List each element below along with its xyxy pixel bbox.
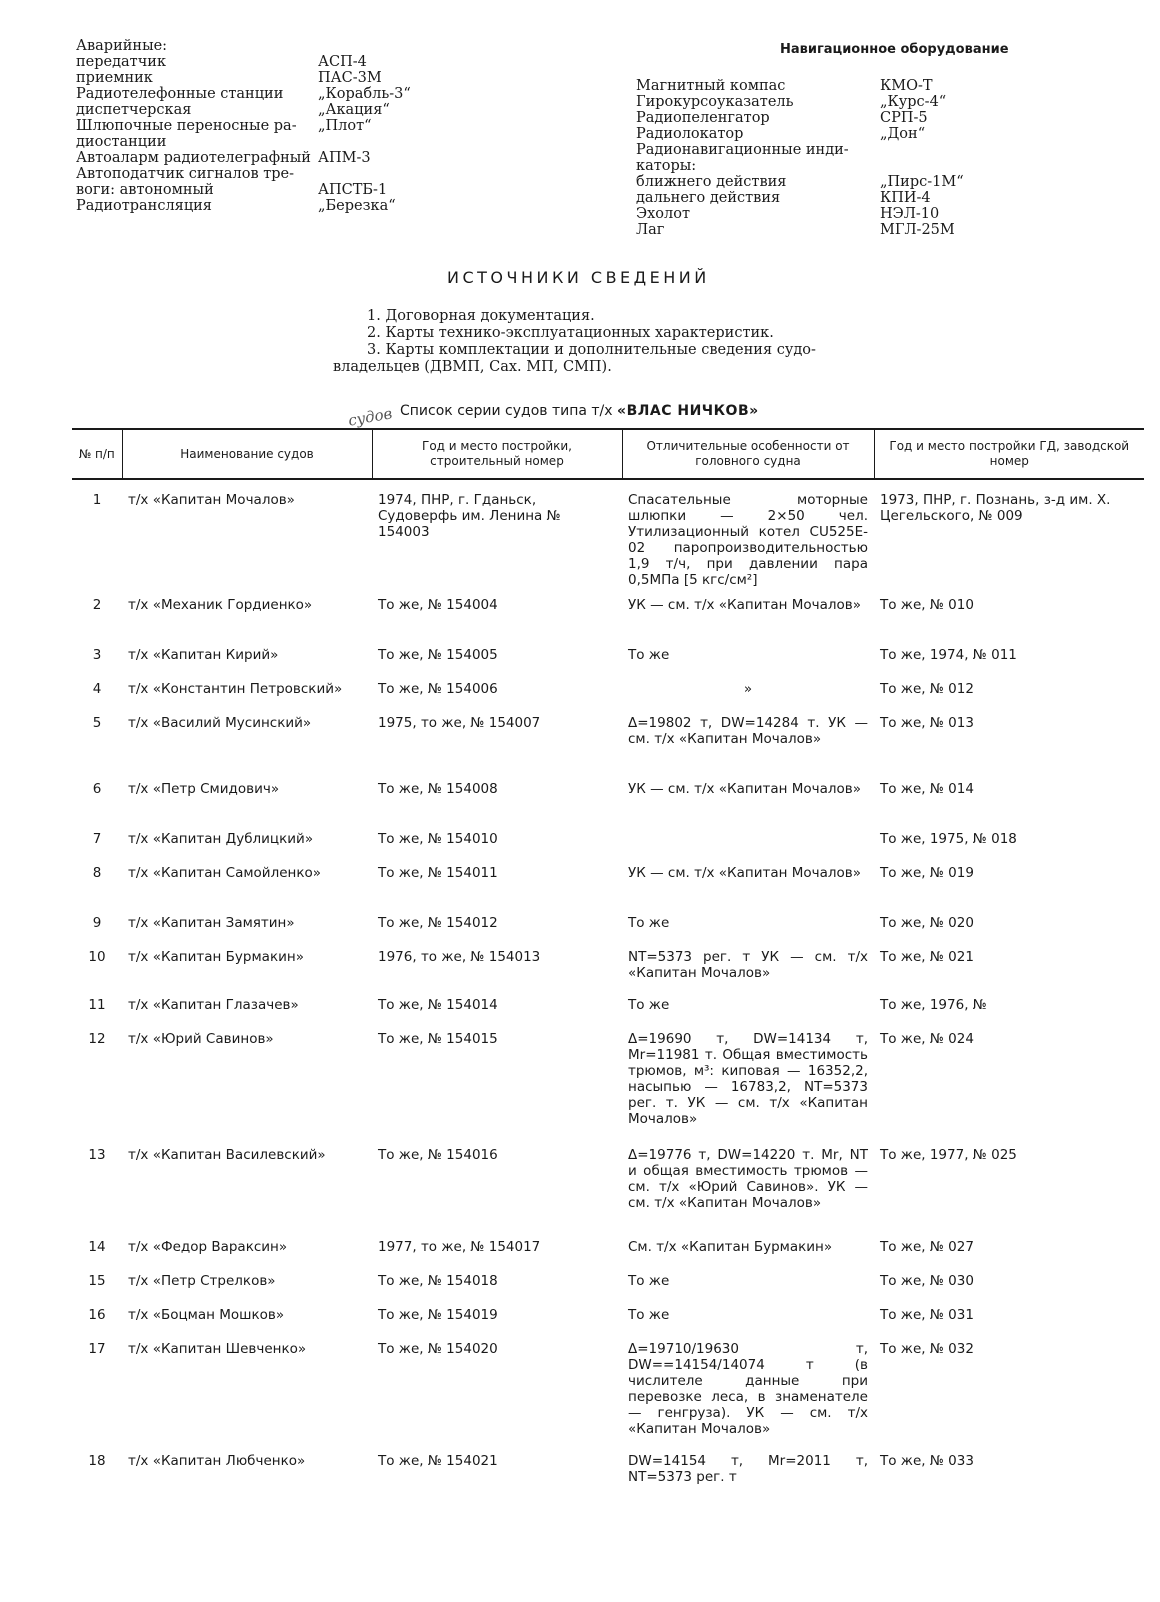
row-number: 15 (88, 1273, 106, 1289)
distinctive-features: » (743, 681, 753, 697)
equipment-row (76, 86, 411, 102)
engine-info: То же, № 019 (880, 865, 974, 881)
row-number: 17 (88, 1341, 106, 1357)
equipment-value: СРП-5 (880, 110, 928, 126)
table-row (72, 1025, 1144, 1141)
equipment-value: „Дон“ (880, 126, 926, 142)
build-info: То же, № 154012 (378, 915, 498, 931)
equipment-label: Автоподатчик сигналов тре- воги: автономный (76, 166, 294, 198)
engine-info: То же, № 013 (880, 715, 974, 731)
build-info: 1977, то же, № 154017 (378, 1239, 541, 1255)
table-row (72, 675, 1144, 709)
table-row (72, 479, 1144, 591)
vessel-name: т/х «Боцман Мошков» (128, 1307, 285, 1323)
table-row (72, 943, 1144, 991)
distinctive-features: То же (628, 997, 670, 1013)
equipment-label: Эхолот (636, 206, 690, 222)
equipment-value: КМО-Т (880, 78, 933, 94)
distinctive-features: См. т/х «Капитан Бурмакин» (628, 1239, 833, 1255)
vessel-name: т/х «Капитан Бурмакин» (128, 949, 304, 965)
vessel-name: т/х «Капитан Замятин» (128, 915, 295, 931)
row-number: 3 (92, 647, 102, 663)
vessel-name: т/х «Петр Стрелков» (128, 1273, 276, 1289)
vessel-name: т/х «Федор Вараксин» (128, 1239, 288, 1255)
equipment-value: „Плот“ (318, 118, 372, 134)
equipment-label: Радиолокатор (636, 126, 744, 142)
source-item: владельцев (ДВМП, Сах. МП, СМП). (333, 359, 612, 375)
row-number: 6 (92, 781, 102, 797)
equipment-label: Радиотелефонные станции (76, 86, 284, 102)
header-name: Наименование судов (122, 429, 372, 479)
emergency-equipment-list (76, 38, 411, 214)
distinctive-features: УК — см. т/х «Капитан Мочалов» (628, 597, 862, 613)
distinctive-features: DW=14154 т, Мr=2011 т, NT=5373 рег. т (628, 1453, 868, 1485)
handwritten-note: судов (346, 404, 394, 430)
source-item: 2. Карты технико-эксплуатационных характеристик. (367, 325, 774, 341)
engine-info: То же, № 010 (880, 597, 974, 613)
build-info: То же, № 154019 (378, 1307, 498, 1323)
table-body (72, 479, 1144, 1487)
emergency-rows (76, 54, 411, 214)
row-number: 1 (92, 492, 102, 508)
vessel-name: т/х «Капитан Василевский» (128, 1147, 326, 1163)
vessel-name: т/х «Капитан Глазачев» (128, 997, 299, 1013)
engine-info: То же, 1977, № 025 (880, 1147, 1017, 1163)
equipment-label: передатчик (76, 54, 167, 70)
engine-info: То же, 1976, № (880, 997, 987, 1013)
equipment-label: приемник (76, 70, 153, 86)
source-item: 1. Договорная документация. (367, 308, 595, 324)
equipment-row (636, 94, 1056, 110)
distinctive-features: Δ=19776 т, DW=14220 т. Мr, NT и общая вместимость трюмов — см. т/х «Юрий Савинов». УК — см. т/х «Капитан Мочалов» (628, 1147, 868, 1211)
equipment-row (76, 150, 396, 166)
build-info: То же, № 154016 (378, 1147, 498, 1163)
equipment-row (636, 142, 1056, 174)
equipment-row (76, 102, 396, 118)
table-row (72, 1447, 1144, 1487)
equipment-label: ближнего действия (636, 174, 787, 190)
equipment-value: ПАС-3М (318, 70, 382, 86)
header-built: Год и место постройки, строительный номер (372, 429, 622, 479)
equipment-row (76, 118, 396, 150)
build-info: То же, № 154010 (378, 831, 498, 847)
table-row (72, 991, 1144, 1025)
equipment-value: НЭЛ-10 (880, 206, 940, 222)
vessel-name: т/х «Капитан Кирий» (128, 647, 279, 663)
build-info: То же, № 154014 (378, 997, 498, 1013)
vessel-name: т/х «Капитан Любченко» (128, 1453, 306, 1469)
source-item: 3. Карты комплектации и дополнительные сведения судо- (367, 342, 816, 358)
equipment-value: АПСТБ-1 (318, 182, 388, 198)
table-row (72, 641, 1144, 675)
vessel-name: т/х «Капитан Мочалов» (128, 492, 295, 508)
equipment-label: Магнитный компас (636, 78, 786, 94)
engine-info: То же, № 020 (880, 915, 974, 931)
equipment-row (636, 110, 1056, 126)
equipment-label: Радиопеленгатор (636, 110, 770, 126)
build-info: То же, № 154006 (378, 681, 498, 697)
row-number: 14 (88, 1239, 106, 1255)
vessel-name: т/х «Юрий Савинов» (128, 1031, 274, 1047)
equipment-row (76, 54, 396, 70)
equipment-row (636, 174, 1056, 190)
equipment-row (636, 206, 1056, 222)
vessel-name: т/х «Капитан Шевченко» (128, 1341, 307, 1357)
emergency-heading: Аварийные: (76, 38, 168, 54)
engine-info: 1973, ПНР, г. Познань, з-д им. Х. Цегельского, № 009 (880, 492, 1111, 524)
distinctive-features: То же (628, 647, 670, 663)
navigation-equipment-list (636, 78, 1056, 238)
equipment-value: „Березка“ (318, 198, 396, 214)
equipment-label: Гирокурсоуказатель (636, 94, 794, 110)
engine-info: То же, № 032 (880, 1341, 974, 1357)
header-features: Отличительные особенности от головного судна (622, 429, 874, 479)
distinctive-features: То же (628, 1273, 670, 1289)
equipment-value: АПМ-3 (318, 150, 371, 166)
equipment-row (636, 78, 1056, 94)
engine-info: То же, № 024 (880, 1031, 974, 1047)
engine-info: То же, № 014 (880, 781, 974, 797)
build-info: То же, № 154011 (378, 865, 498, 881)
row-number: 10 (88, 949, 106, 965)
table-row (72, 1233, 1144, 1267)
distinctive-features: УК — см. т/х «Капитан Мочалов» (628, 781, 862, 797)
table-row (72, 709, 1144, 775)
row-number: 13 (88, 1147, 106, 1163)
table-header-row (72, 429, 1144, 479)
equipment-value: „Акация“ (318, 102, 390, 118)
equipment-label: Радиотрансляция (76, 198, 212, 214)
vessel-name: т/х «Капитан Самойленко» (128, 865, 322, 881)
series-prefix: Список серии судов типа т/х (400, 403, 613, 419)
table-row (72, 909, 1144, 943)
equipment-label: Радионавигационные инди- каторы: (636, 142, 849, 174)
distinctive-features: Спасательные моторные шлюпки — 2×50 чел. Утилизационный котел CU525E-02 паропроизводительностью 1,9 т/ч, при давлении пара 0,5МПа [5 кгс/см²] (628, 492, 868, 588)
equipment-label: дальнего действия (636, 190, 781, 206)
navigation-title: Навигационное оборудование (780, 42, 1009, 57)
header-number: № п/п (72, 429, 122, 479)
equipment-label: Лаг (636, 222, 665, 238)
equipment-value: МГЛ-25М (880, 222, 955, 238)
series-name: «ВЛАС НИЧКОВ» (617, 403, 759, 419)
vessel-name: т/х «Механик Гордиенко» (128, 597, 313, 613)
row-number: 2 (92, 597, 102, 613)
table-row (72, 1335, 1144, 1447)
equipment-row (76, 166, 396, 198)
table-row (72, 1301, 1144, 1335)
row-number: 12 (88, 1031, 106, 1047)
row-number: 18 (88, 1453, 106, 1469)
build-info: То же, № 154005 (378, 647, 498, 663)
row-number: 4 (92, 681, 102, 697)
distinctive-features (622, 825, 874, 859)
equipment-label: Автоаларм радиотелеграфный (76, 150, 311, 166)
distinctive-features: Δ=19802 т, DW=14284 т. УК — см. т/х «Капитан Мочалов» (628, 715, 868, 747)
engine-info: То же, № 031 (880, 1307, 974, 1323)
equipment-value: „Пирс-1М“ (880, 174, 964, 190)
table-row (72, 775, 1144, 825)
build-info: 1974, ПНР, г. Гданьск, Судоверфь им. Ленина № 154003 (378, 492, 561, 540)
distinctive-features: Δ=19710/19630 т, DW==14154/14074 т (в числителе данные при перевозке леса, в знаменателе — генгруза). УК — см. т/х «Капитан Мочалов» (628, 1341, 868, 1437)
engine-info: То же, № 012 (880, 681, 974, 697)
build-info: То же, № 154008 (378, 781, 498, 797)
equipment-row (76, 198, 396, 214)
equipment-row (636, 190, 1056, 206)
vessel-name: т/х «Капитан Дублицкий» (128, 831, 314, 847)
equipment-row (636, 222, 1056, 238)
engine-info: То же, № 021 (880, 949, 974, 965)
build-info: 1975, то же, № 154007 (378, 715, 541, 731)
header-engine: Год и место постройки ГД, заводской номер (874, 429, 1144, 479)
engine-info: То же, № 027 (880, 1239, 974, 1255)
equipment-value: „Корабль-3“ (318, 86, 411, 102)
vessel-name: т/х «Василий Мусинский» (128, 715, 312, 731)
engine-info: То же, № 033 (880, 1453, 974, 1469)
build-info: То же, № 154015 (378, 1031, 498, 1047)
distinctive-features: УК — см. т/х «Капитан Мочалов» (628, 865, 862, 881)
sources-list (333, 308, 853, 376)
equipment-value: „Курс-4“ (880, 94, 947, 110)
build-info: То же, № 154021 (378, 1453, 498, 1469)
equipment-label: диспетчерская (76, 102, 192, 118)
distinctive-features: То же (628, 915, 670, 931)
equipment-value: АСП-4 (318, 54, 367, 70)
table-row (72, 1267, 1144, 1301)
distinctive-features: То же (628, 1307, 670, 1323)
vessel-name: т/х «Петр Смидович» (128, 781, 280, 797)
row-number: 5 (92, 715, 102, 731)
row-number: 16 (88, 1307, 106, 1323)
vessels-table (72, 428, 1144, 1487)
row-number: 11 (88, 997, 106, 1013)
engine-info: То же, № 030 (880, 1273, 974, 1289)
sources-title: ИСТОЧНИКИ СВЕДЕНИЙ (447, 268, 710, 287)
vessel-name: т/х «Константин Петровский» (128, 681, 343, 697)
build-info: 1976, то же, № 154013 (378, 949, 541, 965)
build-info: То же, № 154018 (378, 1273, 498, 1289)
equipment-label: Шлюпочные переносные ра- диостанции (76, 118, 297, 150)
equipment-value: КПИ-4 (880, 190, 931, 206)
table-row (72, 859, 1144, 909)
series-title (400, 403, 759, 419)
equipment-row (636, 126, 1056, 142)
row-number: 8 (92, 865, 102, 881)
row-number: 9 (92, 915, 102, 931)
table-row (72, 591, 1144, 641)
equipment-row (76, 70, 396, 86)
row-number: 7 (92, 831, 102, 847)
distinctive-features: NT=5373 рег. т УК — см. т/х «Капитан Мочалов» (628, 949, 868, 981)
distinctive-features: Δ=19690 т, DW=14134 т, Мr=11981 т. Общая вместимость трюмов, м³: киповая — 16352,2, насыпью — 16783,2, NT=5373 рег. т. УК — см. т/х «Капитан Мочалов» (628, 1031, 868, 1127)
build-info: То же, № 154020 (378, 1341, 498, 1357)
engine-info: То же, 1975, № 018 (880, 831, 1017, 847)
engine-info: То же, 1974, № 011 (880, 647, 1017, 663)
table-row (72, 1141, 1144, 1233)
table-row (72, 825, 1144, 859)
build-info: То же, № 154004 (378, 597, 498, 613)
